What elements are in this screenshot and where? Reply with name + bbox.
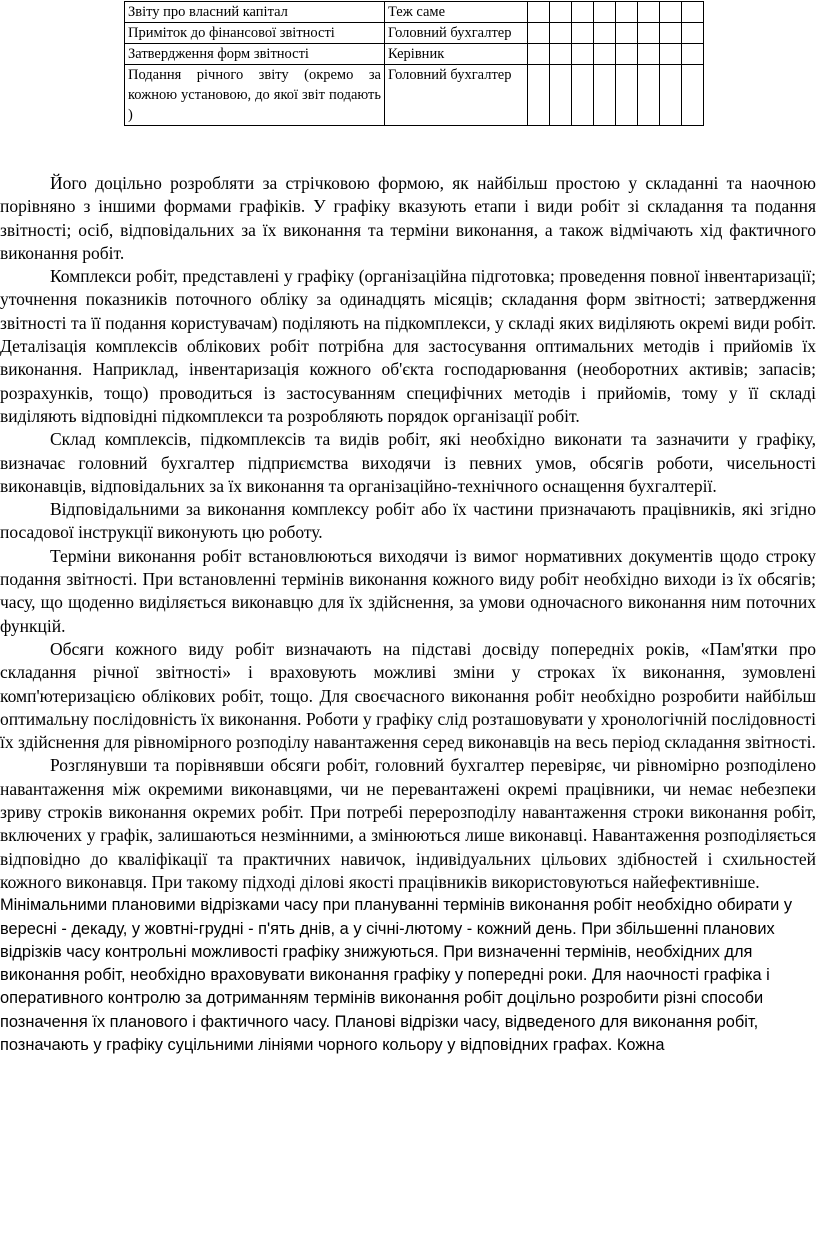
responsible-cell: Теж саме — [385, 2, 528, 23]
table-row — [125, 44, 704, 65]
timeline-cell — [550, 23, 572, 44]
timeline-cell — [572, 23, 594, 44]
timeline-cell — [660, 2, 682, 23]
work-cell: Затвердження форм звітності — [125, 44, 385, 65]
timeline-cell — [616, 65, 638, 126]
timeline-cell — [550, 65, 572, 126]
work-cell: Подання річного звіту (окремо за кожною установою, до якої звіт подають ) — [125, 65, 385, 126]
timeline-cell — [528, 65, 550, 126]
timeline-cell — [682, 65, 704, 126]
timeline-cell — [616, 44, 638, 65]
schedule-table — [124, 1, 704, 126]
timeline-cell — [528, 44, 550, 65]
timeline-cell — [572, 2, 594, 23]
timeline-cell — [682, 44, 704, 65]
table-row — [125, 2, 704, 23]
timeline-cell — [660, 65, 682, 126]
paragraph: Відповідальними за виконання комплексу робіт або їх частини призначають працівників, які згідно посадової інструкції виконують цю роботу. — [0, 499, 816, 543]
paragraph: Обсяги кожного виду робіт визначають на підставі досвіду попередніх років, «Пам'ятки про складання річної звітності» і враховують можливі зміни у строках їх виконання, зумовлені комп'ютеризацією облікових робіт, тощо. Для своєчасного виконання робіт необхідно розробити найбільш оптимальну послідовність їх виконання. Роботи у графіку слід розташовувати у хронологічній послідовності їх здійснення для рівномірного розподілу навантаження серед виконавців на весь період складання звітності. — [0, 638, 816, 753]
paragraph: Терміни виконання робіт встановлюються виходячи із вимог нормативних документів щодо строку подання звітності. При встановленні термінів виконання кожного виду робіт необхідно виходи із їх обсягів; часу, що щоденно виділяється виконавцю для їх здійснення, за умови одночасного виконання ним поточних функцій. — [0, 545, 816, 636]
timeline-cell — [528, 2, 550, 23]
paragraph: Склад комплексів, підкомплексів та видів робіт, які необхідно виконати та зазначити у графіку, визначає головний бухгалтер підприємства виходячи із певних умов, обсягів роботи, чисельності виконавців, відповідальних за їх виконання та організаційно-технічного оснащення бухгалтерії. — [0, 429, 816, 496]
document-body — [0, 172, 816, 1057]
paragraph: Комплекси робіт, представлені у графіку (організаційна підготовка; проведення повної інвентаризації; уточнення показників поточного обліку за одинадцять місяців; складання форм звітності; затвердження звітності та її подання користувачам) поділяють на підкомплекси, у складі яких виділяють окремі види робіт. Деталізація комплексів облікових робіт потрібна для застосування оптимальних методів і прийомів їх виконання. Наприклад, інвентаризація кожного об'єкта господарювання (необоротних активів; запасів; розрахунків, тощо) проводиться із застосуванням специфічних методів і прийомів, тому у її складі виділяють відповідні підкомплекси та розробляють порядок організації робіт. — [0, 266, 816, 426]
timeline-cell — [616, 23, 638, 44]
timeline-cell — [638, 65, 660, 126]
timeline-cell — [572, 65, 594, 126]
responsible-cell: Керівник — [385, 44, 528, 65]
work-cell: Звіту про власний капітал — [125, 2, 385, 23]
timeline-cell — [528, 23, 550, 44]
timeline-cell — [594, 2, 616, 23]
responsible-cell: Головний бухгалтер — [385, 65, 528, 126]
sans-paragraph: Мінімальними плановими відрізками часу при плануванні термінів виконання робіт необхідно обирати у вересні - декаду, у жовтні-грудні - п'ять днів, а у січні-лютому - кожний день. При збільшенні планових відрізків часу контрольні можливості графіку знижуються. При визначенні термінів, необхідних для виконання робіт, необхідно враховувати виконання графіку у попередні роки. Для наочності графіка і оперативного контролю за дотриманням термінів виконання робіт доцільно розробити різні способи позначення їх планового і фактичного часу. Планові відрізки часу, відведеного для виконання робіт, позначають у графіку суцільними лініями чорного кольору у відповідних графах. Кожна — [0, 896, 793, 1054]
timeline-cell — [594, 44, 616, 65]
timeline-cell — [638, 44, 660, 65]
paragraph: Розглянувши та порівнявши обсяги робіт, головний бухгалтер перевіряє, чи рівномірно розподілено навантаження між окремими виконавцями, чи не перевантажені окремі працівники, чи немає небезпеки зриву строків виконання окремих робіт. При потребі перерозподілу навантаження строки виконання робіт, включених у графік, залишаються незмінними, а змінюються лише виконавці. Навантаження розподіляється відповідно до кваліфікації та практичних навичок, індивідуальних цільових здібностей і схильностей кожного виконавця. При такому підході ділові якості працівників використовуються найефективніше. — [0, 755, 816, 892]
timeline-cell — [660, 23, 682, 44]
timeline-cell — [550, 2, 572, 23]
responsible-cell: Головний бухгалтер — [385, 23, 528, 44]
timeline-cell — [638, 2, 660, 23]
timeline-cell — [572, 44, 594, 65]
timeline-cell — [682, 2, 704, 23]
timeline-cell — [660, 44, 682, 65]
timeline-cell — [682, 23, 704, 44]
timeline-cell — [594, 23, 616, 44]
timeline-cell — [594, 65, 616, 126]
table-row — [125, 23, 704, 44]
paragraph: Його доцільно розробляти за стрічковою формою, як найбільш простою у складанні та наочною порівняно з іншими формами графіків. У графіку вказують етапи і види робіт зі складання та подання звітності; осіб, відповідальних за їх виконання та терміни виконання, а також відмічають хід фактичного виконання робіт. — [0, 173, 816, 263]
work-cell: Приміток до фінансової звітності — [125, 23, 385, 44]
table-row — [125, 65, 704, 126]
timeline-cell — [616, 2, 638, 23]
timeline-cell — [550, 44, 572, 65]
timeline-cell — [638, 23, 660, 44]
